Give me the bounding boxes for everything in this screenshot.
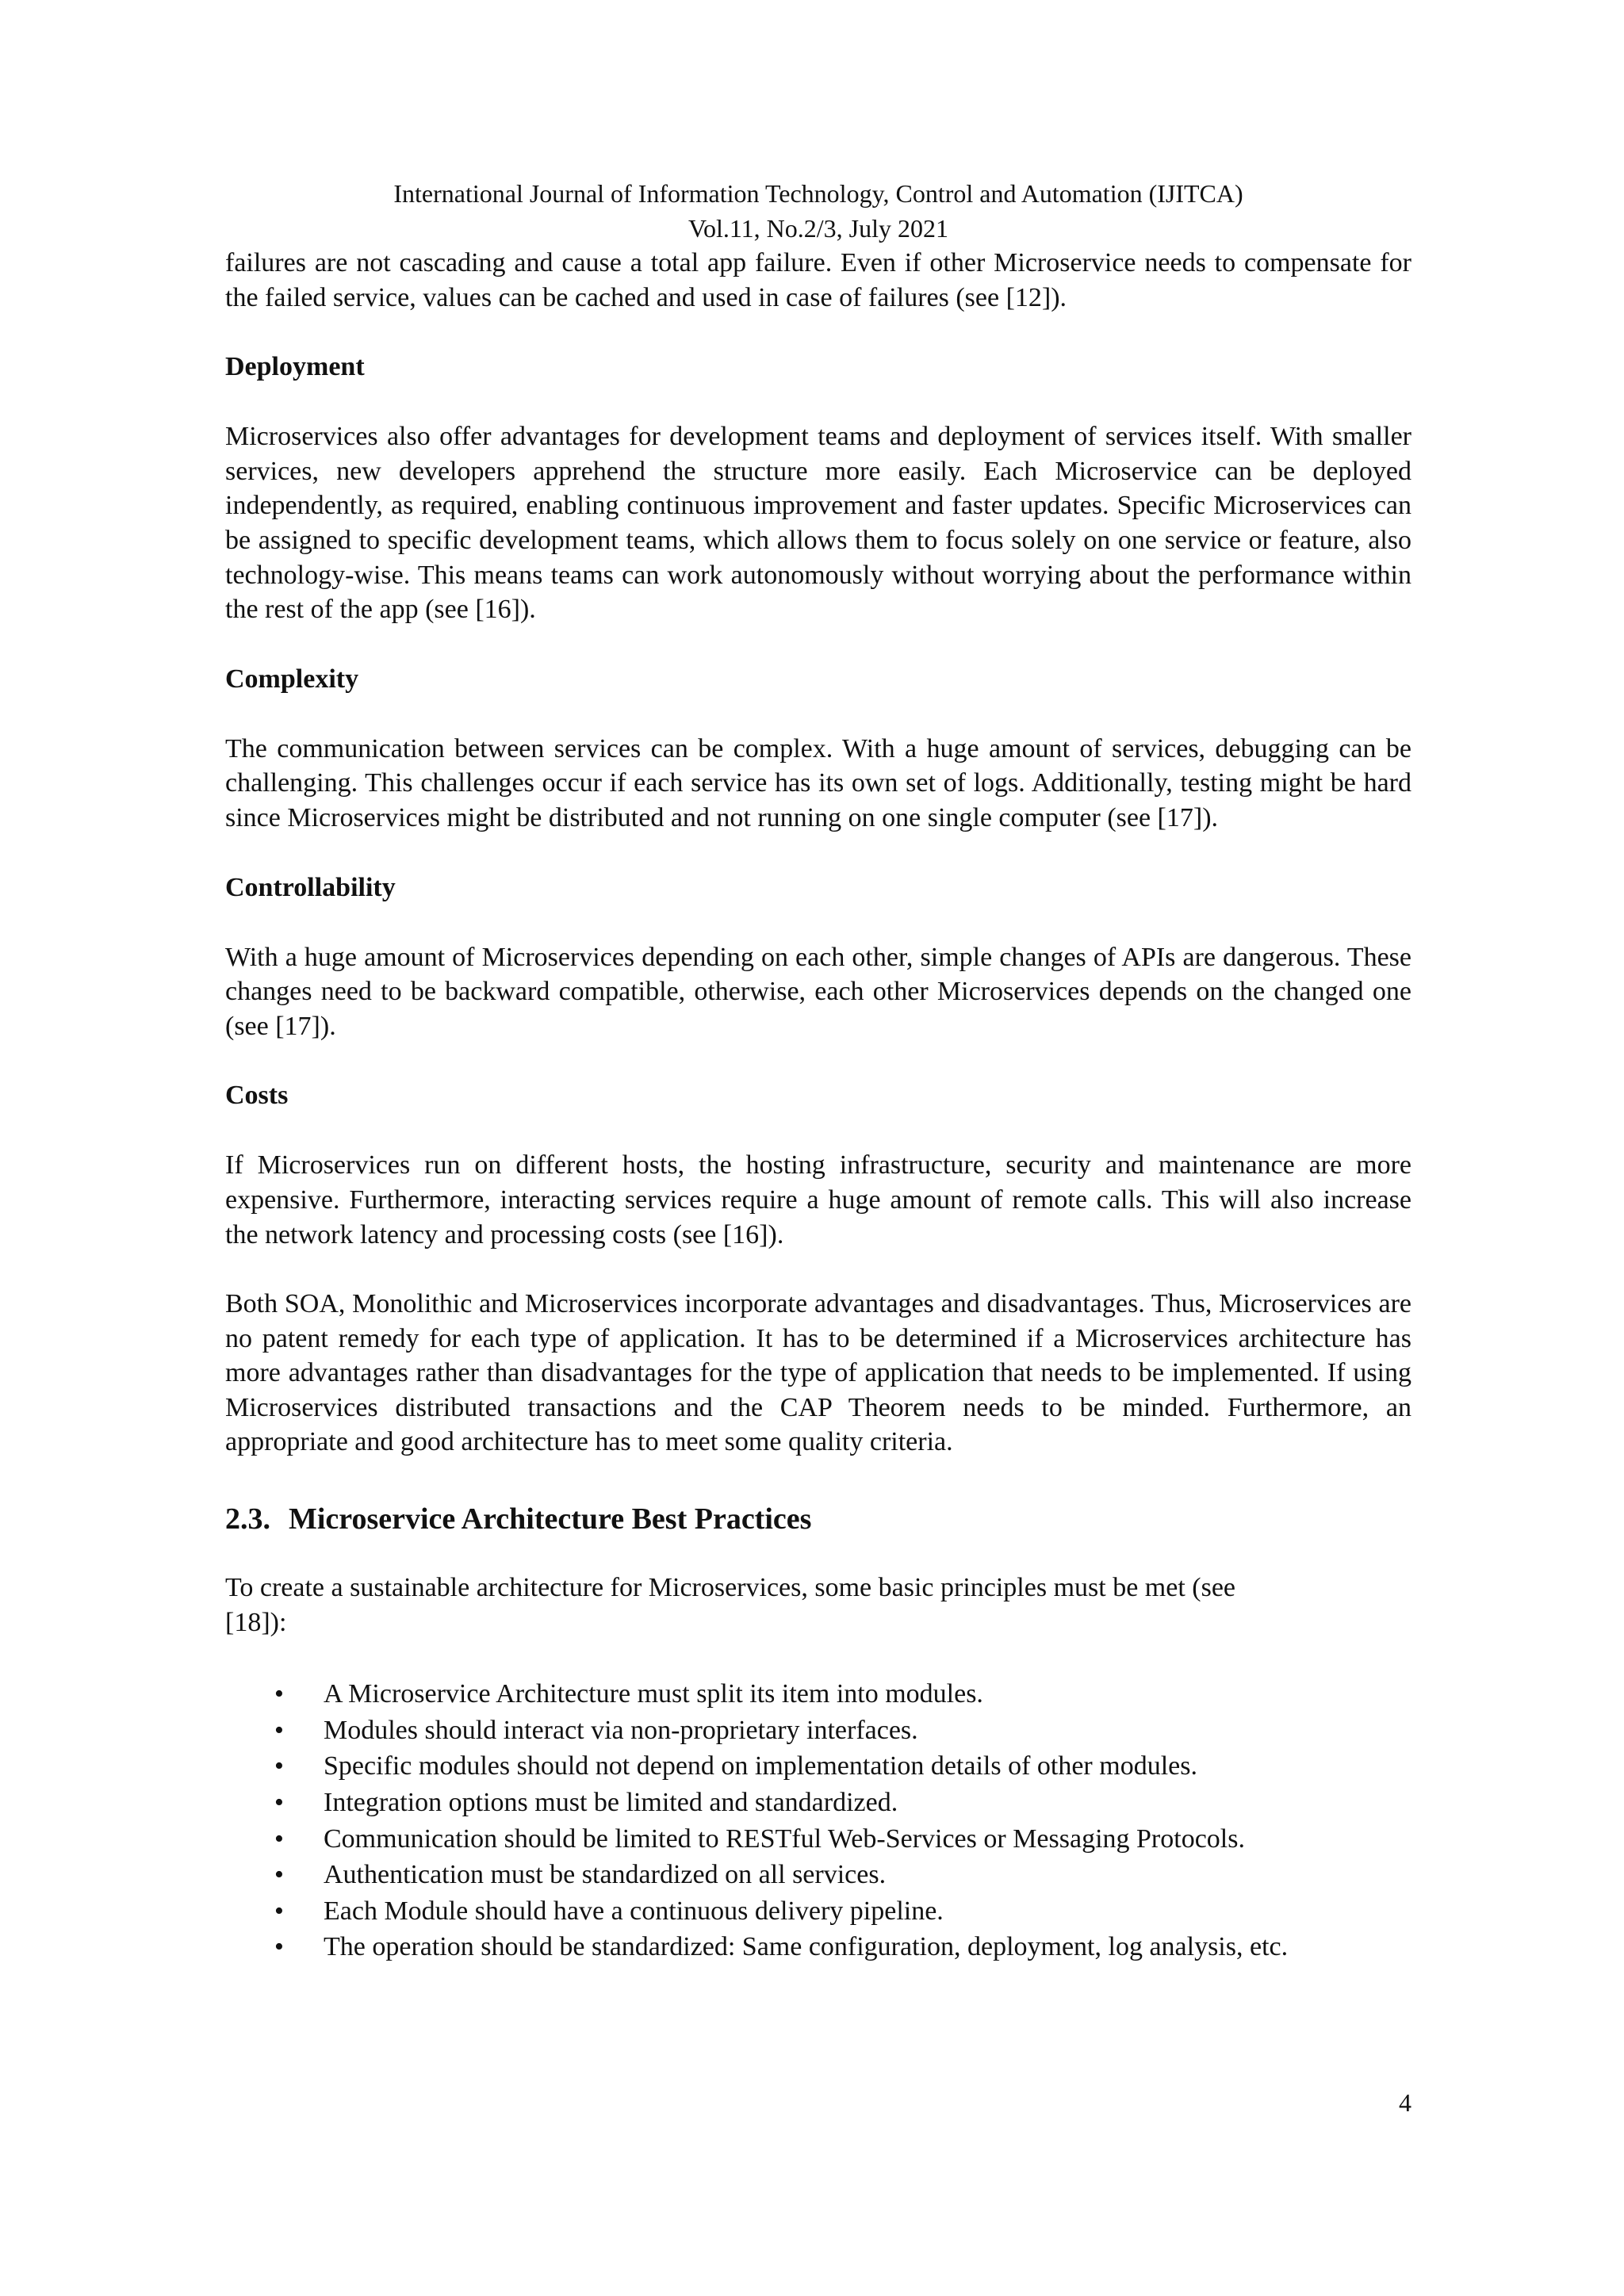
best-practices-list	[225, 1676, 1411, 1965]
journal-title: International Journal of Information Technology, Control and Automation (IJITCA)	[393, 179, 1243, 208]
journal-header	[225, 176, 1411, 246]
spacer	[225, 905, 1411, 940]
list-item	[225, 1821, 1411, 1858]
spacer	[225, 697, 1411, 732]
bullet-icon: •	[274, 1896, 284, 1926]
spacer	[225, 385, 1411, 419]
list-item	[225, 1748, 1411, 1785]
list-item	[225, 1893, 1411, 1930]
section-heading	[225, 1499, 1411, 1539]
section-intro-line-2: [18]):	[225, 1607, 287, 1637]
list-item-text: Communication should be limited to RESTful Web-Services or Messaging Protocols.	[324, 1823, 1245, 1854]
bullet-icon: •	[274, 1788, 284, 1818]
spacer	[225, 1252, 1411, 1287]
list-item-text: A Microservice Architecture must split its item into modules.	[324, 1679, 983, 1709]
list-item-text: Integration options must be limited and standardized.	[324, 1788, 898, 1818]
list-item-text: Modules should interact via non-proprietary interfaces.	[324, 1715, 918, 1745]
section-title: Microservice Architecture Best Practices	[289, 1502, 812, 1536]
paragraph-controllability: With a huge amount of Microservices depending on each other, simple changes of APIs are dangerous. These changes need to be backward compatible, otherwise, each other Microservices depends on the changed one (see [17]).	[225, 942, 1411, 1041]
paragraph-summary: Both SOA, Monolithic and Microservices incorporate advantages and disadvantages. Thus, Microservices are no patent remedy for each type of application. It has to be determined if a Microservices architecture has more advantages rather than disadvantages for the type of application that needs to be implemented. If using Microservices distributed transactions and the CAP Theorem needs to be minded. Furthermore, an appropriate and good architecture has to meet some quality criteria.	[225, 1289, 1411, 1457]
spacer	[225, 1043, 1411, 1078]
bullet-icon: •	[274, 1679, 284, 1709]
subheading-complexity: Complexity	[225, 664, 359, 694]
subheading-deployment: Deployment	[225, 352, 365, 382]
bullet-icon: •	[274, 1751, 284, 1781]
journal-volume: Vol.11, No.2/3, July 2021	[688, 214, 949, 243]
bullet-icon: •	[274, 1860, 284, 1890]
list-item	[225, 1929, 1411, 1965]
bullet-icon: •	[274, 1823, 284, 1854]
paragraph-intro: failures are not cascading and cause a total app failure. Even if other Microservice needs to compensate for the failed service, values can be cached and used in case of failures (see [12]).	[225, 248, 1411, 312]
list-item	[225, 1785, 1411, 1821]
spacer	[225, 627, 1411, 662]
bullet-icon: •	[274, 1715, 284, 1745]
section-intro	[225, 1571, 1411, 1640]
list-item	[225, 1857, 1411, 1893]
subheading-controllability: Controllability	[225, 872, 396, 902]
list-item-text: Each Module should have a continuous delivery pipeline.	[324, 1896, 944, 1926]
spacer	[225, 1640, 1411, 1676]
spacer	[225, 1460, 1411, 1499]
list-item-text: Specific modules should not depend on implementation details of other modules.	[324, 1751, 1197, 1781]
paragraph-costs: If Microservices run on different hosts, the hosting infrastructure, security and maintenance are more expensive. Furthermore, interacting services require a huge amount of remote calls. This will also increase the network latency and processing costs (see [16]).	[225, 1150, 1411, 1249]
paragraph-complexity: The communication between services can be complex. With a huge amount of services, debugging can be challenging. This challenges occur if each service has its own set of logs. Additionally, testing might be hard since Microservices might be distributed and not running on one single computer (see [17]).	[225, 733, 1411, 832]
paragraph-deployment: Microservices also offer advantages for development teams and deployment of services itself. With smaller services, new developers apprehend the structure more easily. Each Microservice can be deployed independently, as required, enabling continuous improvement and faster updates. Specific Microservices can be assigned to specific development teams, which allows them to focus solely on one service or feature, also technology-wise. This means teams can work autonomously without worrying about the performance within the rest of the app (see [16]).	[225, 422, 1411, 625]
list-item-text: The operation should be standardized: Same configuration, deployment, log analysis, etc.	[324, 1932, 1289, 1962]
subheading-costs: Costs	[225, 1081, 289, 1111]
page-number: 4	[1399, 2088, 1411, 2117]
spacer	[225, 1539, 1411, 1571]
list-item	[225, 1676, 1411, 1712]
spacer	[225, 1113, 1411, 1148]
page-body	[225, 246, 1411, 1965]
spacer	[225, 315, 1411, 350]
section-intro-line-1: To create a sustainable architecture for Microservices, some basic principles must be met (see	[225, 1573, 1236, 1603]
list-item	[225, 1712, 1411, 1749]
list-item-text: Authentication must be standardized on all services.	[324, 1860, 887, 1890]
section-number: 2.3.	[225, 1502, 270, 1536]
spacer	[225, 836, 1411, 871]
bullet-icon: •	[274, 1932, 284, 1962]
